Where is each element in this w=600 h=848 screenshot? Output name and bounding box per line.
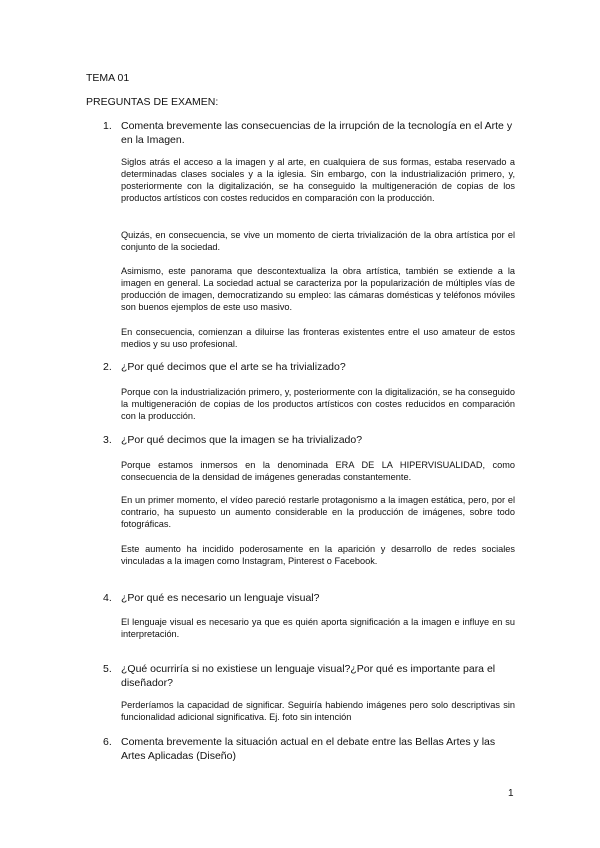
question-1 bbox=[103, 120, 517, 147]
question-text: Comenta brevemente las consecuencias de la irrupción de la tecnología en el Arte y en la Imagen. bbox=[121, 120, 513, 146]
question-text: ¿Por qué decimos que la imagen se ha trivializado? bbox=[121, 434, 363, 446]
answer-paragraph: Asimismo, este panorama que descontextualiza la obra artística, también se extiende a la imagen en general. La sociedad actual se caracteriza por la popularización de múltiples vías de producción de imagen, democratizando su empleo: las cámaras domésticas y teléfonos móviles son buenos ejemplos de este uso masivo. bbox=[121, 266, 515, 313]
question-6 bbox=[103, 736, 517, 763]
answer-paragraph: El lenguaje visual es necesario ya que es quién aporta significación a la imagen e influye en su interpretación. bbox=[121, 617, 515, 640]
question-number: 2. bbox=[103, 361, 112, 373]
question-number: 4. bbox=[103, 592, 112, 604]
page-number: 1 bbox=[508, 788, 514, 799]
answer-paragraph: Quizás, en consecuencia, se vive un momento de cierta trivialización de la obra artística por el conjunto de la sociedad. bbox=[121, 230, 515, 253]
question-number: 5. bbox=[103, 663, 112, 675]
answer-4-p1 bbox=[121, 616, 515, 640]
question-text: ¿Qué ocurriría si no existiese un lenguaje visual?¿Por qué es importante para el diseñador? bbox=[121, 663, 496, 689]
question-5 bbox=[103, 663, 517, 690]
doc-header-tema: TEMA 01 bbox=[86, 72, 130, 84]
question-4 bbox=[103, 592, 517, 606]
question-text: Comenta brevemente la situación actual en el debate entre las Bellas Artes y las Artes Aplicadas (Diseño) bbox=[121, 736, 496, 762]
answer-1-p2 bbox=[121, 229, 515, 253]
answer-1-p4 bbox=[121, 326, 515, 350]
answer-paragraph: Porque con la industrialización primero, y, posteriormente con la digitalización, se ha conseguido la multigeneración de copias de los productos artísticos con costes reducidos en comparación con la producción. bbox=[121, 387, 515, 422]
answer-5-p1 bbox=[121, 699, 515, 723]
question-number: 1. bbox=[103, 120, 112, 132]
question-text: ¿Por qué es necesario un lenguaje visual? bbox=[121, 592, 320, 604]
answer-paragraph: En consecuencia, comienzan a diluirse las fronteras existentes entre el uso amateur de estos medios y su uso profesional. bbox=[121, 327, 515, 350]
answer-paragraph: Este aumento ha incidido poderosamente en la aparición y desarrollo de redes sociales vinculadas a la imagen como Instagram, Pinterest o Facebook. bbox=[121, 544, 515, 567]
answer-paragraph: Siglos atrás el acceso a la imagen y al arte, en cualquiera de sus formas, estaba reservado a determinadas clases sociales y a la iglesia. Sin embargo, con la industrialización primero, y, posteriormente con la digitalización, se ha conseguido la multigeneración de copias de los productos artísticos con costes reducidos en comparación con la producción. bbox=[121, 157, 515, 204]
question-text: ¿Por qué decimos que el arte se ha trivializado? bbox=[121, 361, 346, 373]
answer-3-p2 bbox=[121, 494, 515, 530]
question-number: 3. bbox=[103, 434, 112, 446]
answer-3-p1 bbox=[121, 459, 515, 483]
answer-1-p3 bbox=[121, 265, 515, 313]
answer-paragraph: Perderíamos la capacidad de significar. Seguiría habiendo imágenes pero solo descriptivas sin funcionalidad adicional significativa. Ej. foto sin intención bbox=[121, 700, 515, 723]
answer-paragraph: Porque estamos inmersos en la denominada ERA DE LA HIPERVISUALIDAD, como consecuencia de la densidad de imágenes generadas constantemente. bbox=[121, 460, 515, 483]
answer-1-p1 bbox=[121, 156, 515, 204]
question-number: 6. bbox=[103, 736, 112, 748]
question-2 bbox=[103, 361, 517, 375]
answer-3-p3 bbox=[121, 543, 515, 567]
question-3 bbox=[103, 434, 517, 448]
answer-2-p1 bbox=[121, 386, 515, 422]
answer-paragraph: En un primer momento, el vídeo pareció restarle protagonismo a la imagen estática, pero, por el contrario, ha supuesto un aumento considerable en la producción de imágenes, sobre todo fotográficas. bbox=[121, 495, 515, 530]
doc-subtitle: PREGUNTAS DE EXAMEN: bbox=[86, 96, 219, 108]
